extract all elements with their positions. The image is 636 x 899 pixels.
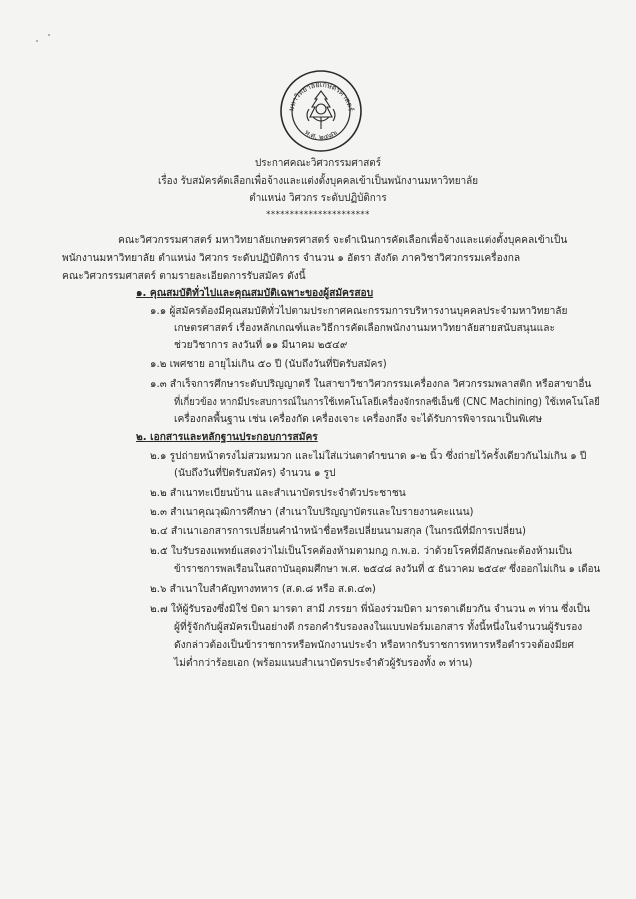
item-1-1-line-1: ๑.๑ ผู้สมัครต้องมีคุณสมบัติทั่วไปตามประกาศคณะกรรมการบริหารงานบุคคลประจำมหาวิทยาลัย <box>150 306 568 317</box>
item-2-6: ๒.๖ สำเนาใบสำคัญทางทหาร (ส.ด.๘ หรือ ส.ด.๔๓) <box>150 584 376 595</box>
intro-line-1: คณะวิศวกรรมศาสตร์ มหาวิทยาลัยเกษตรศาสตร์ จะดำเนินการคัดเลือกเพื่อจ้างและแต่งตั้งบุคคลเข้าเป็น <box>118 235 568 246</box>
item-2-7-line-1: ๒.๗ ให้ผู้รับรองซึ่งมิใช่ บิดา มารดา สามี ภรรยา พี่น้องร่วมบิดา มารดาเดียวกัน จำนวน ๓ ท่าน ซึ่งเป็น <box>150 604 591 615</box>
item-1-3-line-3: เครื่องกลพื้นฐาน เช่น เครื่องกัด เครื่องเจาะ เครื่องกลึง จะได้รับการพิจารณาเป็นพิเศษ <box>174 414 543 425</box>
intro-line-2: พนักงานมหาวิทยาลัย ตำแหน่ง วิศวกร ระดับปฏิบัติการ จำนวน ๑ อัตรา สังกัด ภาควิชาวิศวกรรมเครื่องกล <box>62 253 521 264</box>
scan-speck <box>48 34 50 36</box>
announcement-title: ประกาศคณะวิศวกรรมศาสตร์ <box>254 157 382 169</box>
item-2-1-line-2: (นับถึงวันที่ปิดรับสมัคร) จำนวน ๑ รูป <box>174 468 336 479</box>
item-2-5-line-2: ข้าราชการพลเรือนในสถาบันอุดมศึกษา พ.ศ. ๒๕๔๘ ลงวันที่ ๕ ธันวาคม ๒๕๔๙ ซึ่งออกไม่เกิน ๑ เดือน <box>174 564 601 575</box>
announcement-position: ตำแหน่ง วิศวกร ระดับปฏิบัติการ <box>249 192 387 204</box>
item-2-5-line-1: ๒.๕ ใบรับรองแพทย์แสดงว่าไม่เป็นโรคต้องห้ามตามกฎ ก.พ.อ. ว่าด้วยโรคที่มีลักษณะต้องห้ามเป็น <box>150 546 573 557</box>
item-2-7-line-3: ดังกล่าวต้องเป็นข้าราชการหรือพนักงานประจำ หรือหากรับราชการทหารหรือตำรวจต้องมียศ <box>174 640 574 651</box>
item-1-2: ๑.๒ เพศชาย อายุไม่เกิน ๕๐ ปี (นับถึงวันที่ปิดรับสมัคร) <box>150 359 387 370</box>
item-2-2: ๒.๒ สำเนาทะเบียนบ้าน และสำเนาบัตรประจำตัวประชาชน <box>150 488 406 499</box>
item-1-1-line-3: ช่วยวิชาการ ลงวันที่ ๑๑ มีนาคม ๒๕๔๙ <box>174 340 348 351</box>
item-1-3-line-2: ที่เกี่ยวข้อง หากมีประสบการณ์ในการใช้เทคโนโลยีเครื่องจักรกลซีเอ็นซี (CNC Machining) ใช้เทคโนโลยี <box>174 397 600 408</box>
item-2-1-line-1: ๒.๑ รูปถ่ายหน้าตรงไม่สวมหมวก และไม่ใส่แว่นตาดำขนาด ๑-๒ นิ้ว ซึ่งถ่ายไว้ครั้งเดียวกันไม่เกิน ๑ ปี <box>150 451 587 462</box>
section-2-heading: ๒. เอกสารและหลักฐานประกอบการสมัคร <box>136 432 318 443</box>
university-seal <box>279 69 363 153</box>
item-2-4: ๒.๔ สำเนาเอกสารการเปลี่ยนคำนำหน้าชื่อหรือเปลี่ยนนามสกุล (ในกรณีที่มีการเปลี่ยน) <box>150 526 526 537</box>
seal-graphic <box>279 69 363 153</box>
scan-speck <box>36 40 38 42</box>
item-2-7-line-2: ผู้ที่รู้จักกับผู้สมัครเป็นอย่างดี กรอกคำรับรองลงในแบบฟอร์มเอกสาร ทั้งนี้หนึ่งในจำนวนผู้รับรอง <box>174 622 583 633</box>
intro-line-3: คณะวิศวกรรมศาสตร์ ตามรายละเอียดการรับสมัคร ดังนี้ <box>62 271 306 282</box>
item-2-3: ๒.๓ สำเนาคุณวุฒิการศึกษา (สำเนาใบปริญญาบัตรและใบรายงานคะแนน) <box>150 507 474 518</box>
svg-text:มหาวิทยาลัยเกษตรศาสตร์: มหาวิทยาลัยเกษตรศาสตร์ <box>286 79 356 112</box>
separator-stars: ********************** <box>266 210 370 220</box>
item-1-1-line-2: เกษตรศาสตร์ เรื่องหลักเกณฑ์และวิธีการคัดเลือกพนักงานมหาวิทยาลัยสายสนับสนุนและ <box>174 323 555 334</box>
section-1-heading: ๑. คุณสมบัติทั่วไปและคุณสมบัติเฉพาะของผู้สมัครสอบ <box>136 288 374 299</box>
announcement-subject: เรื่อง รับสมัครคัดเลือกเพื่อจ้างและแต่งตั้งบุคคลเข้าเป็นพนักงานมหาวิทยาลัย <box>157 175 479 187</box>
item-1-3-line-1: ๑.๓ สำเร็จการศึกษาระดับปริญญาตรี ในสาขาวิชาวิศวกรรมเครื่องกล วิศวกรรมพลาสติก หรือสาขาอื่น <box>150 379 592 390</box>
svg-text:พ.ศ. ๒๔๘๖: พ.ศ. ๒๔๘๖ <box>303 128 339 142</box>
item-2-7-line-4: ไม่ต่ำกว่าร้อยเอก (พร้อมแนบสำเนาบัตรประจำตัวผู้รับรองทั้ง ๓ ท่าน) <box>174 658 473 669</box>
